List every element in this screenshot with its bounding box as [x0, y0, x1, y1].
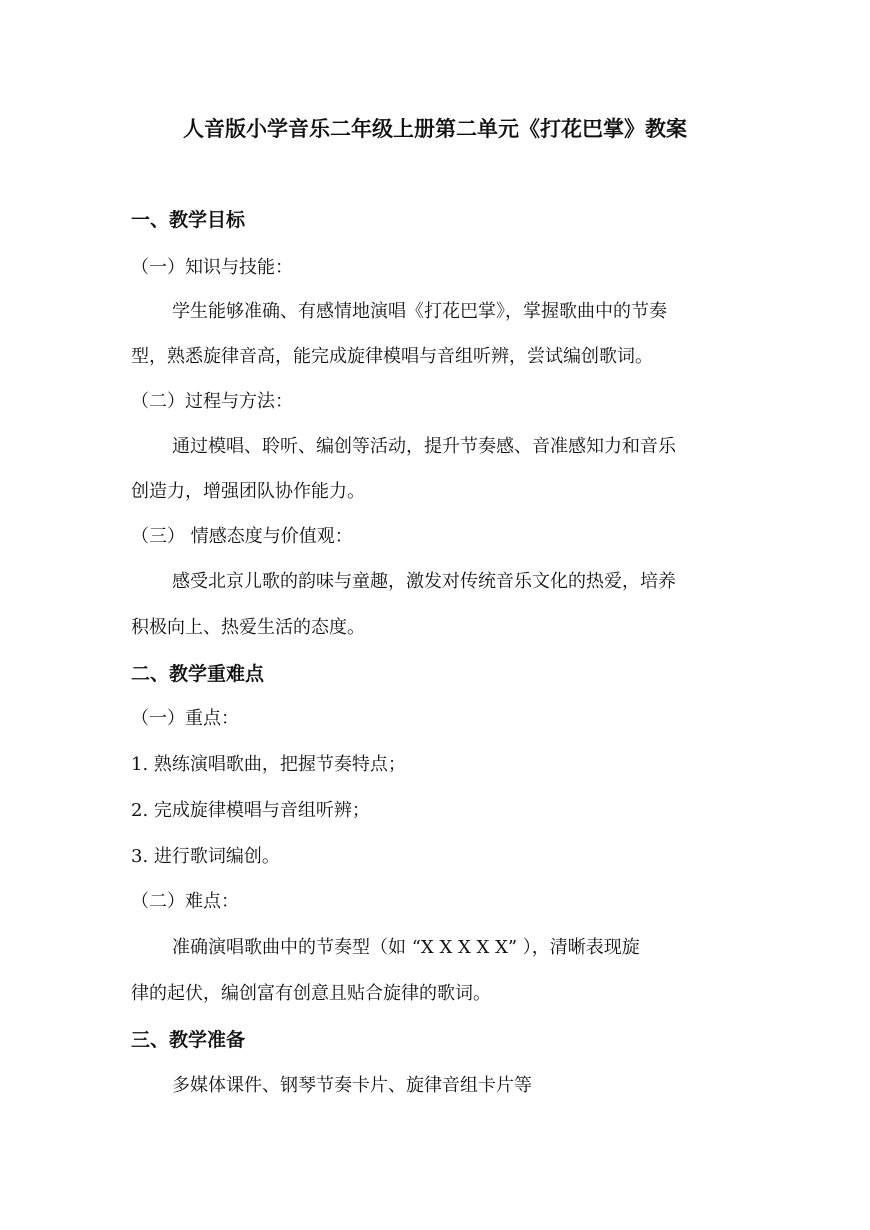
subheading-focus: （一）重点： — [131, 708, 239, 729]
paragraph-difficulty-line1: 准确演唱歌曲中的节奏型（如 “X X X X X” ），清晰表现旋 — [172, 937, 640, 958]
list-item-focus-2: 2. 完成旋律模唱与音组听辨； — [131, 800, 370, 821]
section-heading-key-points: 二、教学重难点 — [131, 663, 265, 685]
paragraph-emotion-line2: 积极向上、热爱生活的态度。 — [131, 617, 365, 638]
document-title: 人音版小学音乐二年级上册第二单元《打花巴掌》教案 — [183, 117, 687, 141]
subheading-process: （二）过程与方法： — [131, 391, 293, 412]
subheading-knowledge: （一）知识与技能： — [131, 257, 293, 278]
paragraph-process-line2: 创造力，增强团队协作能力。 — [131, 481, 365, 502]
list-item-focus-1: 1. 熟练演唱歌曲，把握节奏特点； — [131, 754, 406, 775]
list-item-focus-3: 3. 进行歌词编创。 — [131, 846, 280, 867]
paragraph-knowledge-line1: 学生能够准确、有感情地演唱《打花巴掌》，掌握歌曲中的节奏 — [172, 301, 667, 322]
paragraph-knowledge-line2: 型，熟悉旋律音高，能完成旋律模唱与音组听辨，尝试编创歌词。 — [131, 346, 653, 367]
paragraph-preparation-line1: 多媒体课件、钢琴节奏卡片、旋律音组卡片等 — [172, 1075, 532, 1096]
subheading-emotion: （三） 情感态度与价值观： — [131, 526, 353, 547]
paragraph-process-line1: 通过模唱、聆听、编创等活动，提升节奏感、音准感知力和音乐 — [172, 436, 676, 457]
paragraph-emotion-line1: 感受北京儿歌的韵味与童趣，激发对传统音乐文化的热爱，培养 — [172, 571, 676, 592]
section-heading-goals: 一、教学目标 — [131, 209, 246, 231]
section-heading-preparation: 三、教学准备 — [131, 1029, 246, 1051]
paragraph-difficulty-line2: 律的起伏，编创富有创意且贴合旋律的歌词。 — [131, 983, 491, 1004]
subheading-difficulty: （二）难点： — [131, 891, 239, 912]
